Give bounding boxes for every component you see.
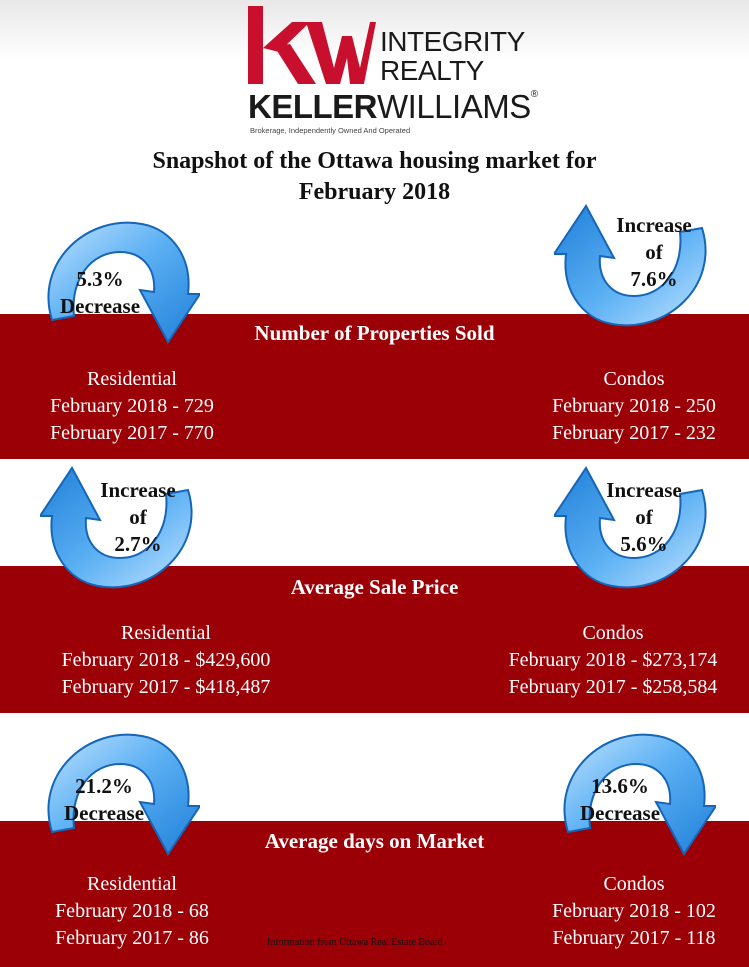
change-direction: Decrease <box>59 294 141 318</box>
residential-properties-sold <box>14 366 250 447</box>
change-condos-sale-price <box>584 477 704 558</box>
change-value: 21.2% <box>75 774 133 798</box>
section-heading-properties-sold: Number of Properties Sold <box>254 321 495 345</box>
change-condos-days-on-market <box>550 773 690 827</box>
source-footnote: Information from Ottawa Real Estate Board <box>267 937 443 948</box>
kw-letters <box>248 6 376 84</box>
stat-line-2017: February 2017 - $418,487 <box>61 676 271 698</box>
stat-category: Condos <box>582 622 644 644</box>
stat-category: Residential <box>87 873 177 895</box>
stat-line-2018: February 2018 - 68 <box>55 900 209 922</box>
stat-line-2017: February 2017 - 86 <box>55 927 209 949</box>
stat-line-2017: February 2017 - $258,584 <box>508 676 718 698</box>
section-heading-sale-price: Average Sale Price <box>290 575 459 599</box>
stat-line-2017: February 2017 - 232 <box>552 422 716 444</box>
company-logo <box>246 6 538 136</box>
condos-sale-price <box>478 620 748 701</box>
change-direction: Increase <box>616 213 692 237</box>
change-of: of <box>129 505 147 529</box>
page-title-line1: Snapshot of the Ottawa housing market for <box>152 148 597 174</box>
logo-keller-williams-text <box>248 90 538 123</box>
logo-realty-text: REALTY <box>380 55 484 86</box>
change-value: 5.6% <box>620 532 668 556</box>
section-heading-days-on-market: Average days on Market <box>264 829 485 853</box>
stat-line-2018: February 2018 - 102 <box>552 900 716 922</box>
stat-category: Residential <box>87 368 177 390</box>
condos-properties-sold <box>520 366 748 447</box>
change-condos-properties-sold <box>594 212 714 293</box>
change-value: 2.7% <box>114 532 162 556</box>
logo-tagline: Brokerage, Independently Owned And Operated <box>250 126 411 135</box>
condos-days-on-market <box>520 871 748 952</box>
change-of: of <box>635 505 653 529</box>
stat-category: Residential <box>121 622 211 644</box>
change-residential-properties-sold <box>30 266 170 320</box>
page-title-line2: February 2018 <box>298 179 451 205</box>
kw-logo-mark <box>246 6 376 86</box>
stat-line-2018: February 2018 - $273,174 <box>508 649 718 671</box>
stat-line-2017: February 2017 - 770 <box>50 422 214 444</box>
stat-line-2017: February 2017 - 118 <box>552 927 716 949</box>
change-value: 7.6% <box>630 267 678 291</box>
residential-days-on-market <box>16 871 248 952</box>
logo-keller-text: KELLER <box>248 88 377 125</box>
stat-category: Condos <box>603 873 665 895</box>
change-residential-days-on-market <box>34 773 174 827</box>
page-title <box>0 146 749 208</box>
stat-line-2018: February 2018 - 729 <box>50 395 214 417</box>
change-direction: Decrease <box>579 801 661 825</box>
stat-line-2018: February 2018 - 250 <box>552 395 716 417</box>
change-of: of <box>645 240 663 264</box>
logo-integrity-text: INTEGRITY <box>380 26 525 57</box>
registered-mark: ® <box>530 89 538 100</box>
stat-line-2018: February 2018 - $429,600 <box>61 649 271 671</box>
change-direction: Decrease <box>63 801 145 825</box>
change-value: 5.3% <box>76 267 124 291</box>
change-value: 13.6% <box>591 774 649 798</box>
logo-williams-text: WILLIAMS <box>377 88 531 125</box>
stat-category: Condos <box>603 368 665 390</box>
residential-sale-price <box>30 620 302 701</box>
change-direction: Increase <box>100 478 176 502</box>
change-residential-sale-price <box>78 477 198 558</box>
change-direction: Increase <box>606 478 682 502</box>
